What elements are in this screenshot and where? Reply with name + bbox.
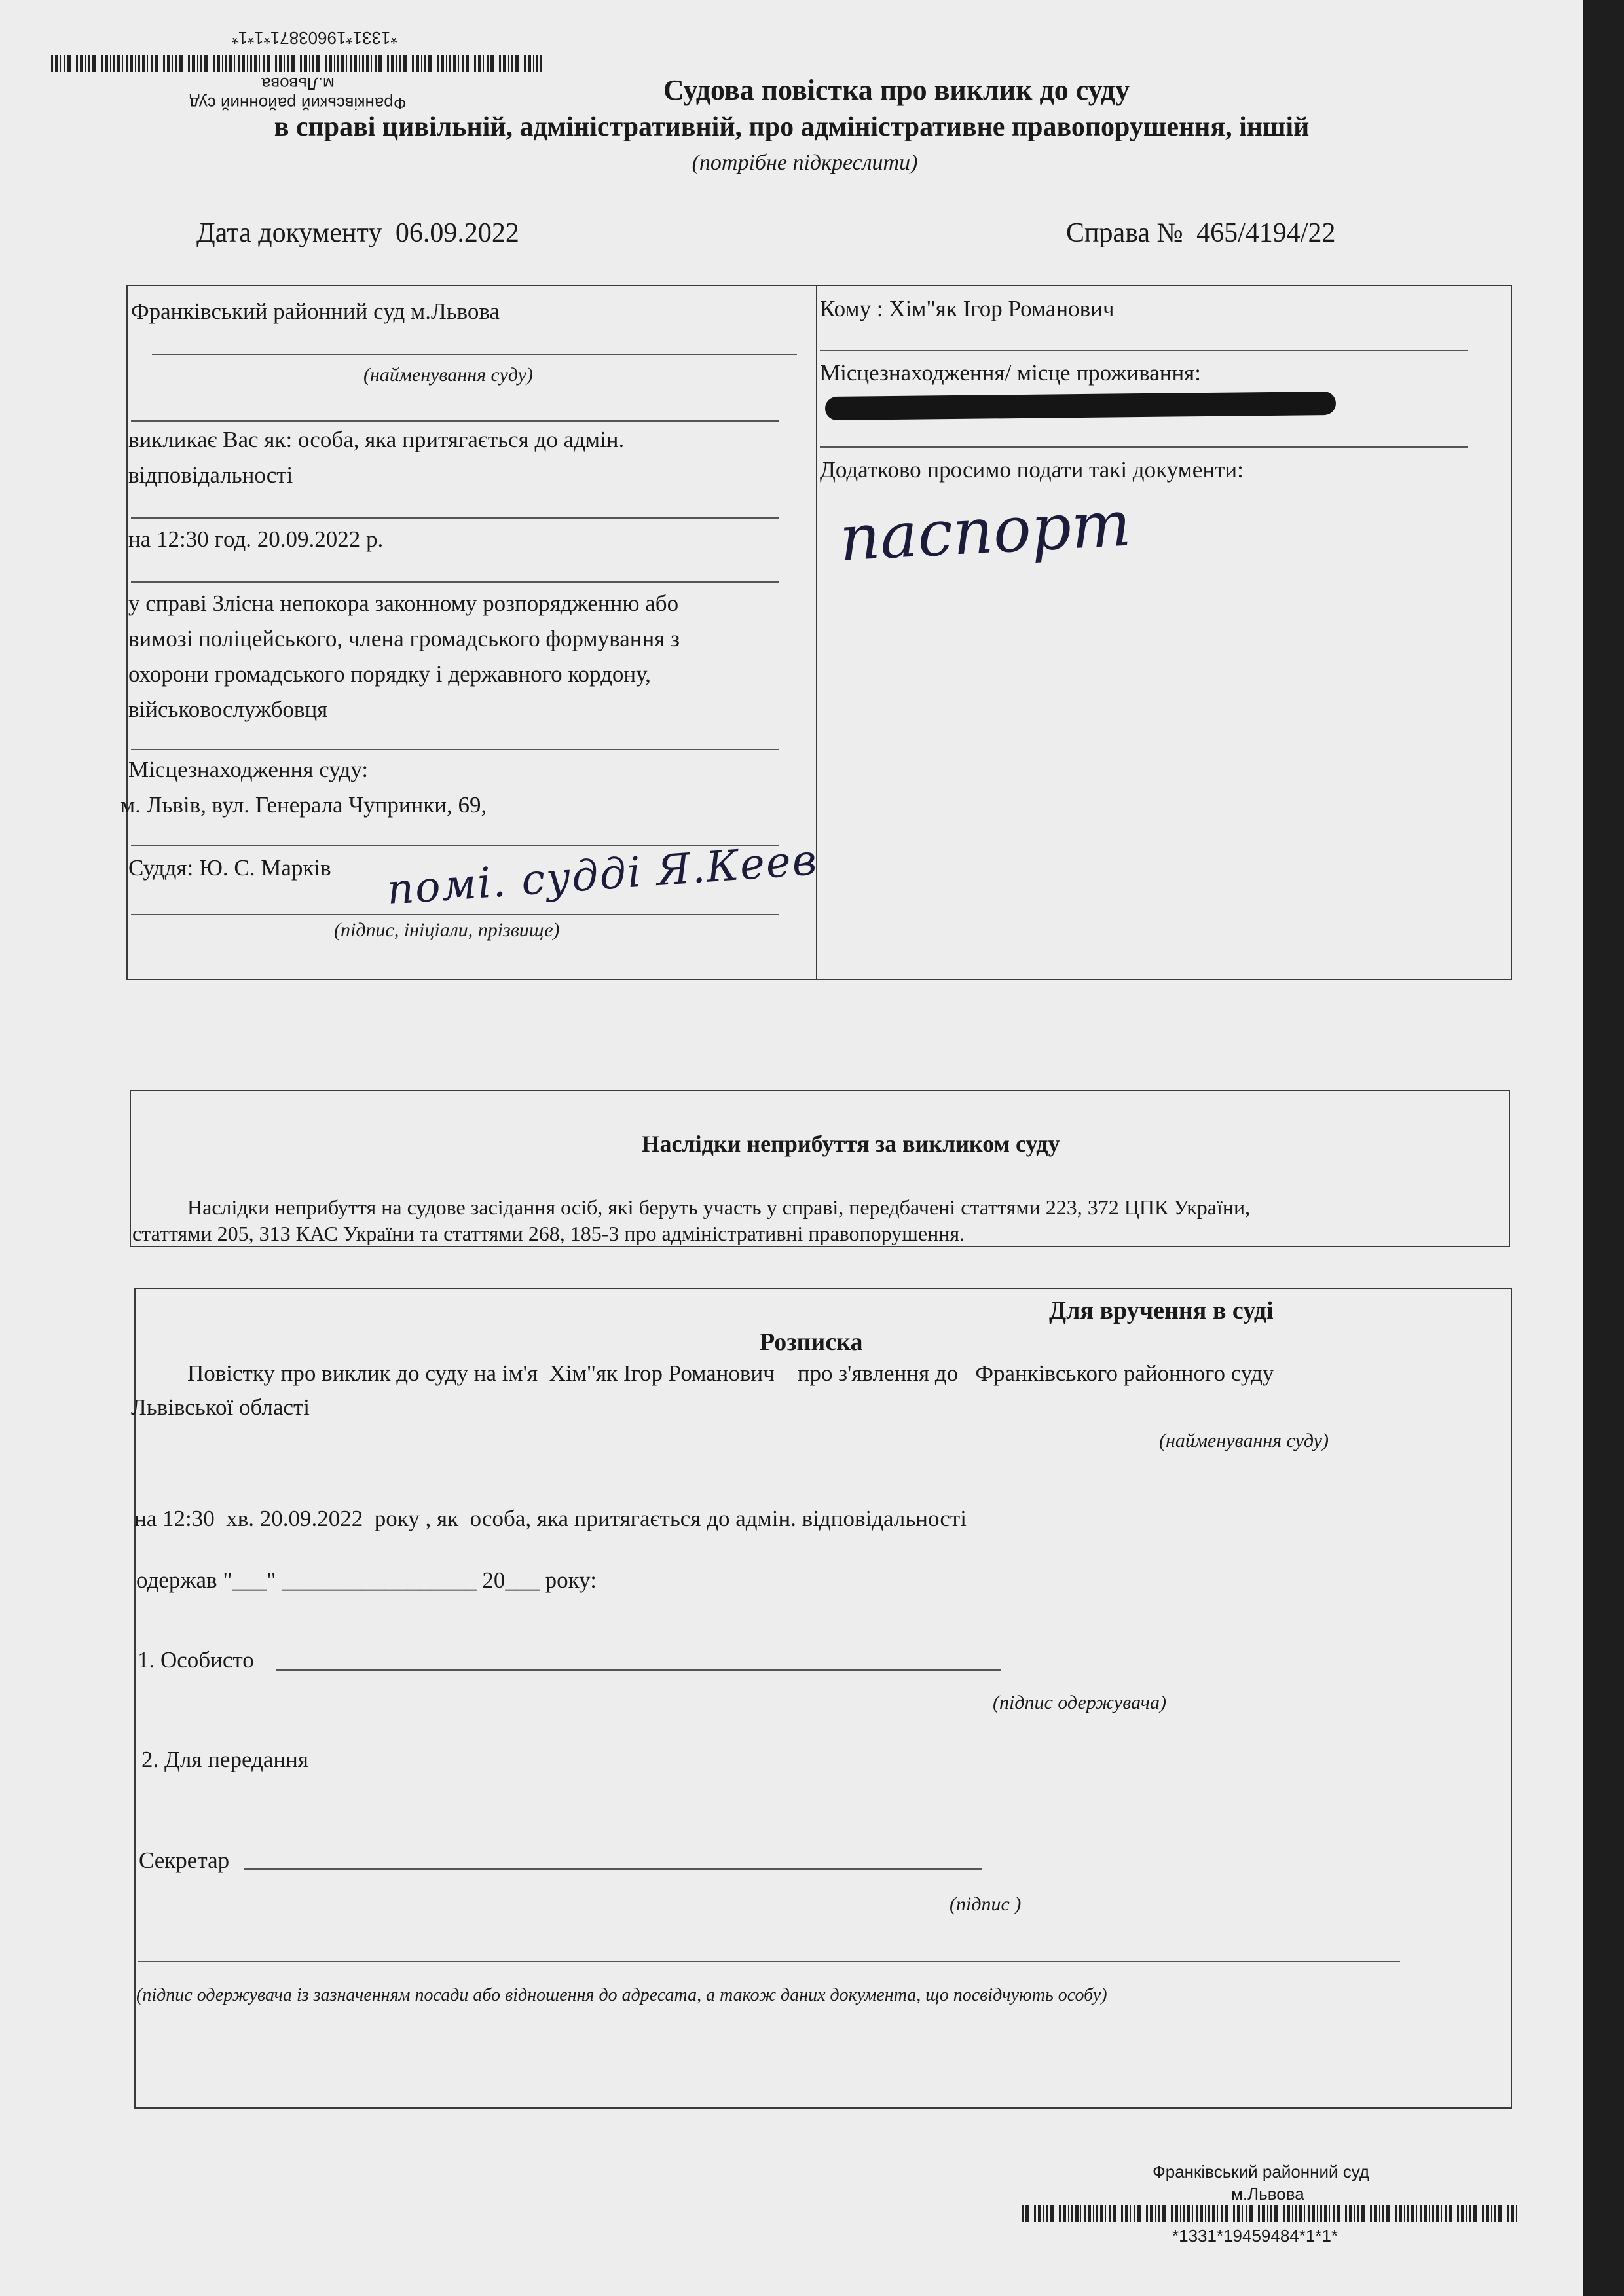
court-name: Франківський районний суд м.Львова (131, 299, 500, 324)
summons-as-line (131, 517, 779, 519)
scan-edge (1583, 0, 1624, 2296)
recipient-line (820, 350, 1468, 351)
summons-as-line1: викликає Вас як: особа, яка притягається до адмін. (128, 427, 625, 452)
barcode-top-number: *1331*19603871*1*1* (231, 28, 397, 48)
receipt-line1: Повістку про виклик до суду на ім'я Хім"як Ігор Романович про з'явлення до Франківського районного суду (187, 1360, 1274, 1386)
judge-signature-line (131, 914, 779, 915)
judge-name: Суддя: Ю. С. Марків (128, 855, 331, 881)
for-transfer-label: 2. Для передання (141, 1747, 308, 1772)
receipt-line2: Львівської області (131, 1394, 310, 1420)
secretary-label: Секретар (139, 1848, 230, 1873)
summons-as-line2: відповідальності (128, 462, 293, 488)
barcode-bottom (1022, 2205, 1519, 2222)
receipt-court-caption: (найменування суду) (1159, 1430, 1329, 1451)
caption-line (131, 420, 779, 422)
barcode-top (51, 55, 542, 72)
personally-label: 1. Особисто (138, 1647, 254, 1673)
receipt-title: Розписка (760, 1328, 863, 1356)
case-subject-line4: військовослужбовця (128, 697, 328, 722)
document-date-label: Дата документу (196, 218, 382, 248)
recipient: Кому : Хім"як Ігор Романович (820, 296, 1115, 321)
recipient-signature-caption: (підпис одержувача) (993, 1692, 1166, 1713)
secretary-signature-caption: (підпис ) (950, 1893, 1022, 1915)
bottom-caption: (підпис одержувача із зазначенням посади або відношення до адресата, а також даних документа, що посвідчують особу) (136, 1985, 1107, 2005)
documents-label: Додатково просимо подати такі документи: (820, 457, 1244, 483)
barcode-bottom-number: *1331*19459484*1*1* (1172, 2226, 1338, 2246)
bottom-signature-line[interactable] (138, 1961, 1400, 1962)
court-name-line (152, 354, 797, 355)
consequences-text-line2: статтями 205, 313 КАС України та статтями 268, 185-3 про адміністративні правопорушення. (132, 1222, 965, 1245)
case-subject-line1: у справі Злісна непокора законному розпорядженню або (128, 591, 679, 616)
stamp-top-line2: м.Львова (261, 74, 335, 94)
document-date (196, 217, 519, 249)
document-title: Судова повістка про виклик до суду (663, 74, 1130, 106)
signature-caption: (підпис, ініціали, прізвище) (334, 919, 560, 941)
case-subject-line (131, 749, 779, 750)
residence-line (820, 446, 1468, 448)
personally-signature-line[interactable] (276, 1669, 1001, 1671)
hearing-time-line (131, 581, 779, 583)
stamp-bottom-line2: м.Львова (1231, 2184, 1304, 2204)
documents-handwritten: паспорт (838, 486, 1133, 575)
hearing-time: на 12:30 год. 20.09.2022 р. (128, 526, 384, 552)
judge-signature: помі. судді Я.Кеев (385, 836, 820, 915)
residence-label: Місцезнаходження/ місце проживання: (820, 360, 1201, 386)
case-subject-line3: охорони громадського порядку і державного кордону, (128, 661, 651, 687)
court-name-caption: (найменування суду) (363, 364, 533, 386)
stamp-bottom-line1: Франківський районний суд (1153, 2162, 1370, 2181)
case-subject-line2: вимозі поліцейського, члена громадського формування з (128, 626, 680, 651)
received-line: одержав "___" _________________ 20___ року: (136, 1567, 597, 1593)
case-number-value: 465/4194/22 (1196, 218, 1336, 248)
document-date-value: 06.09.2022 (395, 218, 519, 248)
consequences-title: Наслідки неприбуття за викликом суду (641, 1131, 1060, 1157)
court-location-label: Місцезнаходження суду: (128, 757, 369, 782)
for-delivery: Для вручення в суді (1049, 1297, 1274, 1324)
document-subtitle: в справі цивільній, адміністративній, про адміністративне правопорушення, іншій (274, 112, 1310, 142)
case-number-label: Справа № (1066, 218, 1183, 248)
case-number (1066, 217, 1335, 249)
secretary-signature-line[interactable] (244, 1868, 982, 1870)
receipt-time-line: на 12:30 хв. 20.09.2022 року , як особа, яка притягається до адмін. відповідальності (134, 1506, 967, 1531)
stamp-top-line1: Франківський районний суд (189, 94, 407, 113)
title-note: (потрібне підкреслити) (692, 151, 918, 175)
consequences-text-line1: Наслідки неприбуття на судове засідання осіб, які беруть участь у справі, передбачені статтями 223, 372 ЦПК України, (187, 1195, 1251, 1219)
court-location: м. Львів, вул. Генерала Чупринки, 69, (120, 792, 487, 818)
